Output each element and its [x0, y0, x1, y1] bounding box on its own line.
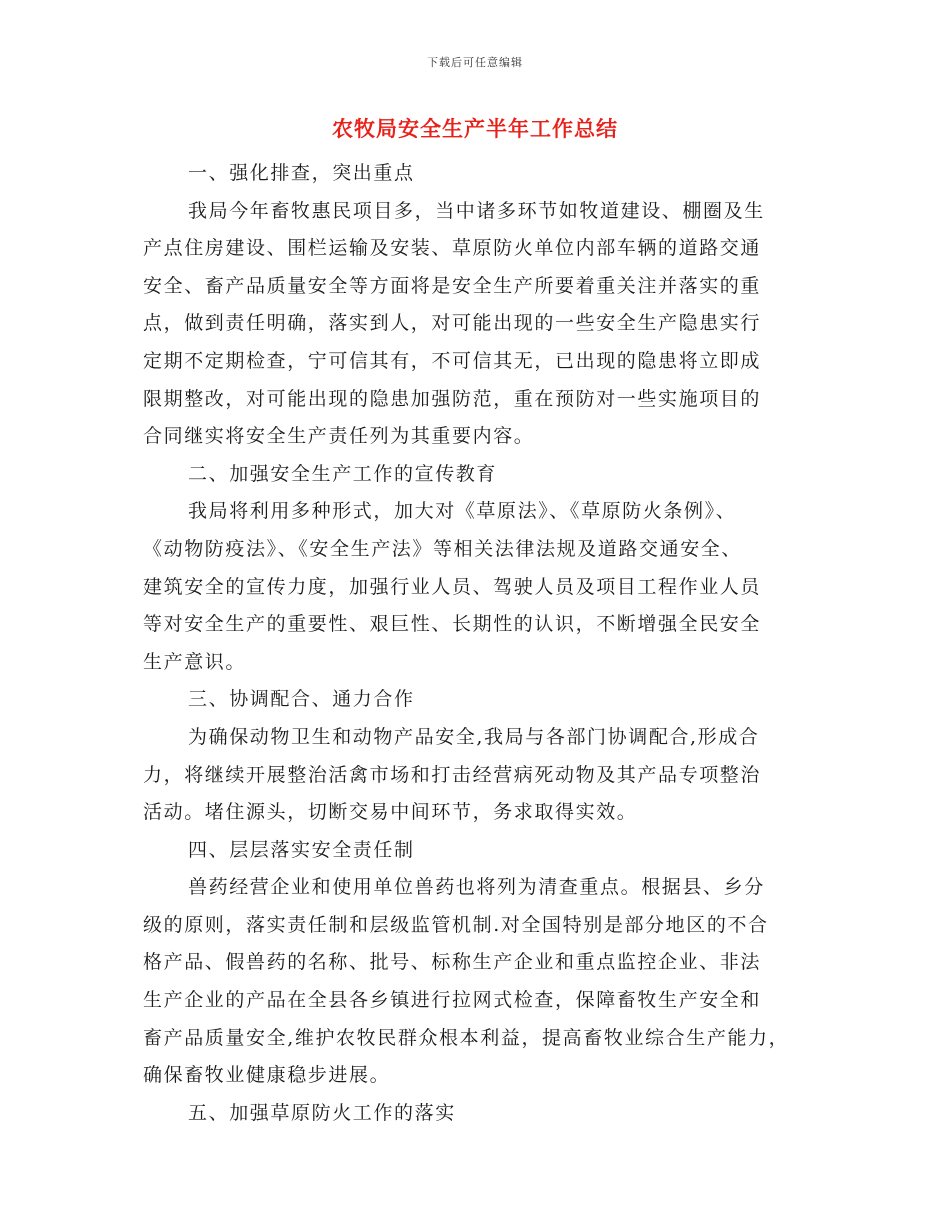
text-line: 二、加强安全生产工作的宣传教育 [188, 462, 498, 485]
text-line: 一、强化排查，突出重点 [188, 162, 415, 184]
text-line: 级的原则，落实责任制和层级监管机制.对全国特别是部分地区的不合 [143, 913, 769, 936]
text-line: 定期不定期检查，宁可信其有，不可信其无，已出现的隐患将立即成 [143, 349, 762, 372]
text-line: 兽药经营企业和使用单位兽药也将列为清查重点。根据县、乡分 [188, 876, 765, 899]
text-line: 格产品、假兽药的名称、批号、标称生产企业和重点监控企业、非法 [143, 951, 762, 974]
text-line: 生产意识。 [143, 650, 247, 673]
text-line: 点，做到责任明确，落实到人，对可能出现的一些安全生产隐患实行 [143, 312, 762, 335]
text-line: 等对安全生产的重要性、艰巨性、长期性的认识，不断增强全民安全 [143, 613, 762, 636]
text-line: 我局将利用多种形式，加大对《草原法》、《草原防火条例》、 [188, 500, 737, 523]
text-line: 五、加强草原防火工作的落实 [188, 1101, 456, 1124]
text-line: 我局今年畜牧惠民项目多，当中诸多环节如牧道建设、棚圈及生 [188, 199, 765, 222]
text-line: 建筑安全的宣传力度，加强行业人员、驾驶人员及项目工程作业人员 [143, 575, 762, 598]
document-body [143, 155, 823, 1132]
text-line: 活动。堵住源头，切断交易中间环节，务求取得实效。 [143, 801, 638, 824]
text-line: 《动物防疫法》、《安全生产法》等相关法律法规及道路交通安全、 [143, 537, 743, 560]
text-line: 限期整改，对可能出现的隐患加强防范，重在预防对一些实施项目的 [143, 387, 762, 410]
text-line: 生产企业的产品在全县各乡镇进行拉网式检查，保障畜牧生产安全和 [143, 989, 762, 1012]
text-line: 畜产品质量安全,维护农牧民群众根本利益，提高畜牧业综合生产能力， [143, 1026, 790, 1049]
header-note: 下载后可任意编辑 [427, 56, 523, 69]
text-line: 安全、畜产品质量安全等方面将是安全生产所要着重关注并落实的重 [143, 274, 762, 297]
text-line: 四、层层落实安全责任制 [188, 838, 415, 861]
document-title: 农牧局安全生产半年工作总结 [332, 116, 618, 141]
text-line: 力，将继续开展整治活禽市场和打击经营病死动物及其产品专项整治 [143, 763, 762, 786]
text-line: 确保畜牧业健康稳步进展。 [143, 1064, 391, 1087]
text-line: 三、协调配合、通力合作 [188, 688, 415, 711]
text-line: 为确保动物卫生和动物产品安全,我局与各部门协调配合,形成合 [188, 725, 760, 748]
text-line: 产点住房建设、围栏运输及安装、草原防火单位内部车辆的道路交通 [143, 237, 762, 260]
text-line: 合同继实将安全生产责任列为其重要内容。 [143, 425, 535, 448]
